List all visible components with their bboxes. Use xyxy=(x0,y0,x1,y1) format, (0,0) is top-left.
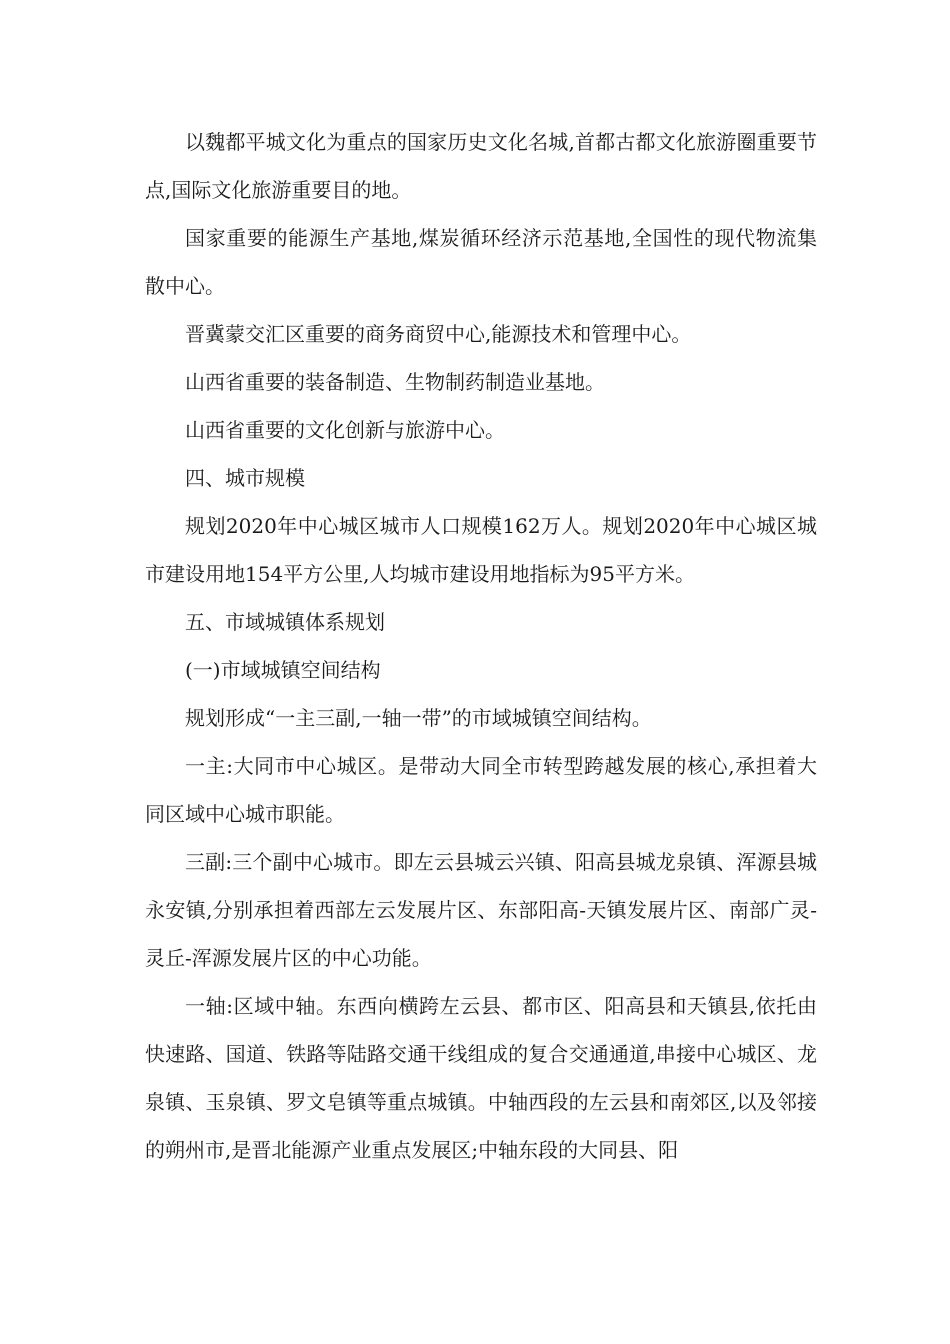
document-body xyxy=(145,118,817,1174)
paragraph-energy-base: 国家重要的能源生产基地,煤炭循环经济示范基地,全国性的现代物流集散中心。 xyxy=(145,226,817,298)
paragraph-commerce-center: 晋冀蒙交汇区重要的商务商贸中心,能源技术和管理中心。 xyxy=(185,322,692,346)
paragraph-three-sub: 三副:三个副中心城市。即左云县城云兴镇、阳高县城龙泉镇、浑源县城永安镇,分别承担着西部左云发展片区、东部阳高-天镇发展片区、南部广灵-灵丘-浑源发展片区的中心功能。 xyxy=(145,850,817,970)
paragraph-one-main: 一主:大同市中心城区。是带动大同全市转型跨越发展的核心,承担着大同区域中心城市职能。 xyxy=(145,754,817,826)
heading-city-scale: 四、城市规模 xyxy=(185,466,305,490)
heading-town-system: 五、市域城镇体系规划 xyxy=(185,610,385,634)
paragraph-structure-summary: 规划形成“一主三副,一轴一带”的市域城镇空间结构。 xyxy=(185,706,652,730)
paragraph-manufacturing-base: 山西省重要的装备制造、生物制药制造业基地。 xyxy=(185,370,605,394)
subheading-spatial-structure: (一)市域城镇空间结构 xyxy=(185,658,381,682)
paragraph-culture-tourism: 山西省重要的文化创新与旅游中心。 xyxy=(185,418,505,442)
paragraph-one-axis: 一轴:区域中轴。东西向横跨左云县、都市区、阳高县和天镇县,依托由快速路、国道、铁路等陆路交通干线组成的复合交通通道,串接中心城区、龙泉镇、玉泉镇、罗文皂镇等重点城镇。中轴西段的左云县和南郊区,以及邻接的朔州市,是晋北能源产业重点发展区;中轴东段的大同县、阳 xyxy=(145,994,817,1162)
paragraph-population-scale: 规划2020年中心城区城市人口规模162万人。规划2020年中心城区城市建设用地154平方公里,人均城市建设用地指标为95平方米。 xyxy=(145,514,817,586)
paragraph-heritage-city: 以魏都平城文化为重点的国家历史文化名城,首都古都文化旅游圈重要节点,国际文化旅游重要目的地。 xyxy=(145,130,817,202)
